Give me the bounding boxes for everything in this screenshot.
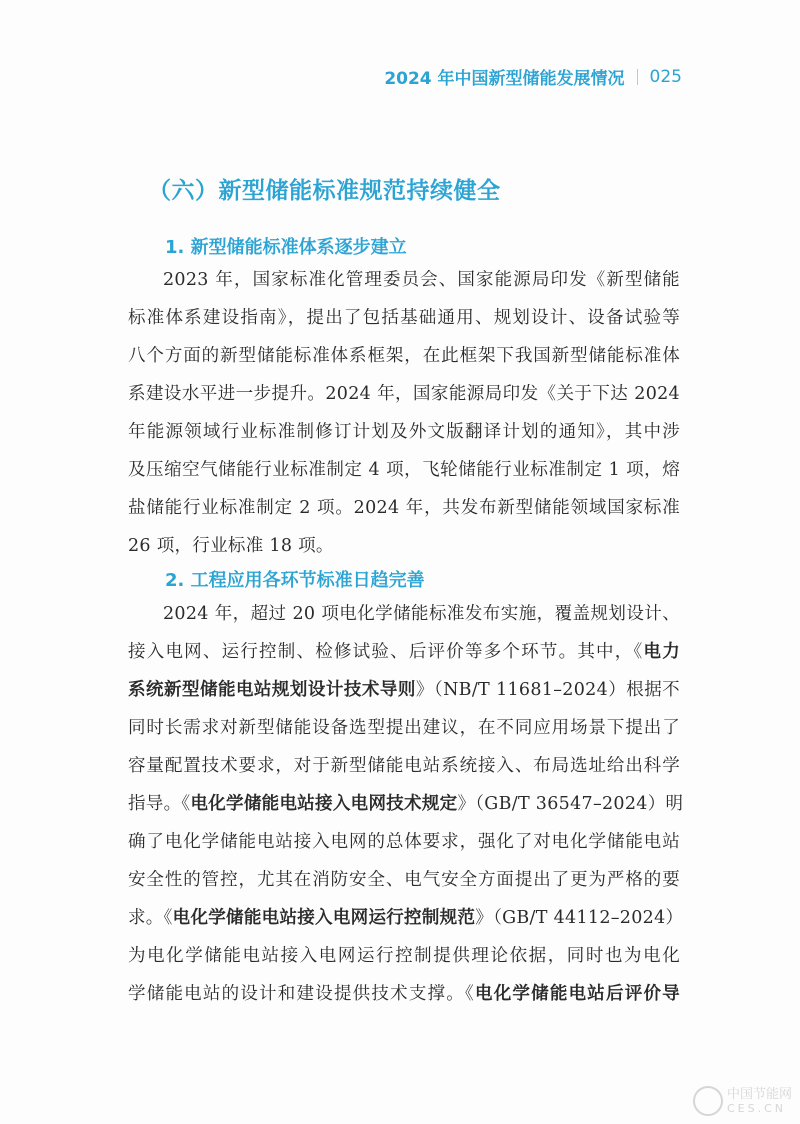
paragraph-line: 系建设水平进一步提升。2024 年，国家能源局印发《关于下达 2024 [128,384,680,404]
page-number: 025 [649,66,682,87]
standard-title: 电化学储能电站后评价导 [474,984,680,1004]
paragraph-line: 系统新型储能电站规划设计技术导则》（NB/T 11681–2024）根据不 [128,680,680,700]
paragraph-line: 2023 年，国家标准化管理委员会、国家能源局印发《新型储能 [163,270,680,290]
standard-title: 系统新型储能电站规划设计技术导则 [128,680,416,700]
paragraph-line: 为电化学储能电站接入电网运行控制提供理论依据，同时也为电化 [128,946,680,966]
watermark-logo-icon [693,1086,723,1116]
paragraph-line: 同时长需求对新型储能设备选型提出建议，在不同应用场景下提出了 [128,718,680,738]
standard-title: 电化学储能电站接入电网运行控制规范 [172,908,476,928]
subsection-title-1: 1. 新型储能标准体系逐步建立 [165,237,407,258]
paragraph-line: 安全性的管控，尤其在消防安全、电气安全方面提出了更为严格的要 [128,870,680,890]
header-divider [637,69,638,85]
paragraph-line: 容量配置技术要求，对于新型储能电站系统接入、布局选址给出科学 [128,756,680,776]
paragraph-line: 及压缩空气储能行业标准制定 4 项，飞轮储能行业标准制定 1 项，熔 [128,460,680,480]
watermark-domain: CES.CN [726,1101,787,1115]
subsection-title-2: 2. 工程应用各环节标准日趋完善 [165,570,425,591]
paragraph-line: 指导。《电化学储能电站接入电网技术规定》（GB/T 36547–2024）明 [128,794,684,814]
paragraph-line: 接入电网、运行控制、检修试验、后评价等多个环节。其中，《电力 [128,642,680,662]
header-title: 2024 年中国新型储能发展情况 [384,69,625,89]
watermark-text: 中国节能网 [726,1086,792,1102]
running-header [384,64,682,89]
paragraph-line: 盐储能行业标准制定 2 项。2024 年，共发布新型储能领域国家标准 [128,498,680,518]
paragraph-line: 确了电化学储能电站接入电网的总体要求，强化了对电化学储能电站 [128,832,680,852]
paragraph-line: 学储能电站的设计和建设提供技术支撑。《电化学储能电站后评价导 [128,984,680,1004]
paragraph-line: 求。《电化学储能电站接入电网运行控制规范》（GB/T 44112–2024） [128,908,684,928]
paragraph-line: 年能源领域行业标准制修订计划及外文版翻译计划的通知》，其中涉 [128,422,680,442]
paragraph-line: 26 项，行业标准 18 项。 [128,536,334,556]
paragraph-line: 标准体系建设指南》，提出了包括基础通用、规划设计、设备试验等 [128,308,680,328]
watermark [693,1086,792,1116]
section-title: （六）新型储能标准规范持续健全 [148,178,501,204]
standard-title: 电化学储能电站接入电网技术规定 [190,794,458,814]
paragraph-line: 八个方面的新型储能标准体系框架，在此框架下我国新型储能标准体 [128,346,680,366]
paragraph-line: 2024 年，超过 20 项电化学储能标准发布实施，覆盖规划设计、 [163,604,680,624]
standard-title: 电力 [643,642,680,662]
